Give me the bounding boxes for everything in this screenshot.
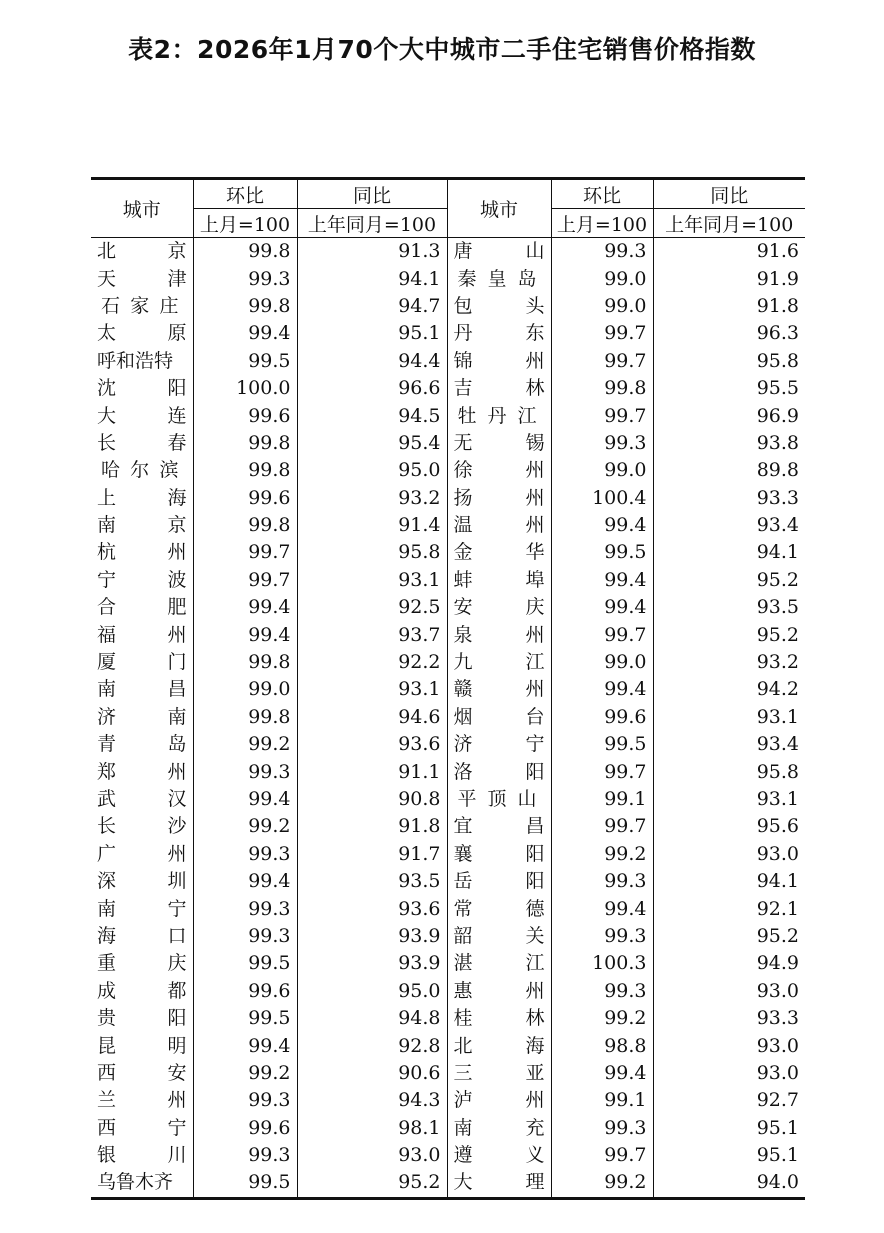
left-city-cell: 重庆 — [91, 950, 193, 977]
right-yoy-cell: 95.1 — [756, 1144, 799, 1167]
left-mom-cell: 99.2 — [193, 1060, 297, 1087]
left-city-cell: 沈阳 — [91, 375, 193, 402]
right-city-cell: 南充 — [447, 1115, 551, 1142]
right-mom-cell: 99.1 — [551, 1087, 653, 1114]
left-city-cell: 南京 — [91, 512, 193, 539]
left-mom-cell: 99.5 — [193, 1169, 297, 1198]
right-city-cell: 唐山 — [447, 238, 551, 266]
right-city-cell: 赣州 — [447, 676, 551, 703]
city-header-left: 城市 — [91, 179, 193, 238]
left-city-cell: 成都 — [91, 978, 193, 1005]
table-row — [91, 731, 805, 758]
right-yoy-cell: 93.0 — [756, 1034, 799, 1057]
left-city-cell: 呼和浩特 — [91, 348, 193, 375]
left-mom-cell: 99.8 — [193, 512, 297, 539]
right-mom-cell: 99.7 — [551, 1142, 653, 1169]
right-yoy-cell: 93.0 — [756, 1061, 799, 1084]
right-yoy-cell: 94.1 — [756, 541, 799, 564]
left-mom-cell: 99.3 — [193, 758, 297, 785]
right-city-cell: 吉林 — [447, 375, 551, 402]
right-yoy-cell: 93.2 — [756, 651, 799, 674]
right-city-cell: 安庆 — [447, 594, 551, 621]
left-yoy-cell: 94.3 — [297, 1087, 447, 1114]
left-mom-cell: 99.8 — [193, 293, 297, 320]
page-title: 表2：2026年1月70个大中城市二手住宅销售价格指数 — [128, 35, 756, 64]
right-city-cell: 金华 — [447, 539, 551, 566]
right-mom-cell: 99.0 — [551, 265, 653, 292]
right-yoy-cell: 93.8 — [756, 431, 799, 454]
right-yoy-cell: 93.0 — [756, 842, 799, 865]
left-city-cell: 昆明 — [91, 1032, 193, 1059]
right-yoy-cell: 94.2 — [756, 678, 799, 701]
right-mom-cell: 99.6 — [551, 704, 653, 731]
left-yoy-cell: 90.8 — [297, 786, 447, 813]
left-mom-cell: 99.8 — [193, 704, 297, 731]
left-mom-cell: 100.0 — [193, 375, 297, 402]
table-row — [91, 457, 805, 484]
left-mom-cell: 99.3 — [193, 895, 297, 922]
right-mom-cell: 99.3 — [551, 868, 653, 895]
left-yoy-cell: 94.6 — [297, 704, 447, 731]
table-row — [91, 1060, 805, 1087]
right-yoy-cell: 91.6 — [756, 240, 799, 263]
right-yoy-cell: 93.1 — [756, 788, 799, 810]
yoy-header-left: 同比 — [297, 179, 447, 209]
left-mom-cell: 99.8 — [193, 430, 297, 457]
right-city-cell: 平顶山 — [447, 786, 551, 813]
right-yoy-cell: 95.2 — [756, 568, 799, 591]
right-city-cell: 常德 — [447, 895, 551, 922]
right-city-cell: 岳阳 — [447, 868, 551, 895]
right-yoy-cell: 95.8 — [756, 349, 799, 372]
right-city-cell: 徐州 — [447, 457, 551, 484]
left-yoy-cell: 95.2 — [297, 1169, 447, 1198]
yoy-base-right: 上年同月=100 — [653, 209, 805, 238]
left-yoy-cell: 93.6 — [297, 731, 447, 758]
right-mom-cell: 99.7 — [551, 402, 653, 429]
left-yoy-cell: 95.0 — [297, 978, 447, 1005]
table-row — [91, 923, 805, 950]
right-city-cell: 三亚 — [447, 1060, 551, 1087]
right-mom-cell: 99.1 — [551, 786, 653, 813]
left-yoy-cell: 91.4 — [297, 512, 447, 539]
left-city-cell: 天津 — [91, 265, 193, 292]
left-city-cell: 广州 — [91, 841, 193, 868]
table-row — [91, 1087, 805, 1114]
right-city-cell: 扬州 — [447, 485, 551, 512]
right-mom-cell: 99.3 — [551, 923, 653, 950]
table-row — [91, 539, 805, 566]
table-row — [91, 841, 805, 868]
right-mom-cell: 100.4 — [551, 485, 653, 512]
left-yoy-cell: 98.1 — [297, 1115, 447, 1142]
left-city-cell: 合肥 — [91, 594, 193, 621]
right-yoy-cell: 93.0 — [756, 979, 799, 1002]
left-yoy-cell: 94.8 — [297, 1005, 447, 1032]
mom-base-left: 上月=100 — [193, 209, 297, 238]
left-city-cell: 青岛 — [91, 731, 193, 758]
right-city-cell: 韶关 — [447, 923, 551, 950]
right-yoy-cell: 93.4 — [756, 514, 799, 537]
left-city-cell: 杭州 — [91, 539, 193, 566]
right-city-cell: 惠州 — [447, 978, 551, 1005]
table-row — [91, 895, 805, 922]
left-mom-cell: 99.6 — [193, 978, 297, 1005]
left-city-cell: 南昌 — [91, 676, 193, 703]
right-mom-cell: 99.4 — [551, 594, 653, 621]
left-yoy-cell: 95.1 — [297, 320, 447, 347]
left-mom-cell: 99.8 — [193, 238, 297, 266]
right-city-cell: 洛阳 — [447, 758, 551, 785]
left-mom-cell: 99.4 — [193, 594, 297, 621]
left-city-cell: 贵阳 — [91, 1005, 193, 1032]
yoy-header-right: 同比 — [653, 179, 805, 209]
left-city-cell: 郑州 — [91, 758, 193, 785]
right-city-cell: 大理 — [447, 1169, 551, 1198]
left-city-cell: 武汉 — [91, 786, 193, 813]
table-row — [91, 813, 805, 840]
left-mom-cell: 99.3 — [193, 265, 297, 292]
table-row — [91, 1115, 805, 1142]
right-mom-cell: 99.2 — [551, 841, 653, 868]
left-city-cell: 西安 — [91, 1060, 193, 1087]
right-mom-cell: 99.4 — [551, 676, 653, 703]
left-yoy-cell: 96.6 — [297, 375, 447, 402]
left-city-cell: 深圳 — [91, 868, 193, 895]
right-mom-cell: 99.0 — [551, 457, 653, 484]
left-city-cell: 乌鲁木齐 — [91, 1169, 193, 1198]
left-mom-cell: 99.6 — [193, 1115, 297, 1142]
right-yoy-cell: 91.9 — [756, 267, 799, 290]
right-city-cell: 牡丹江 — [447, 402, 551, 429]
right-mom-cell: 99.4 — [551, 512, 653, 539]
left-mom-cell: 99.3 — [193, 923, 297, 950]
table-row — [91, 1169, 805, 1198]
left-mom-cell: 99.4 — [193, 1032, 297, 1059]
left-yoy-cell: 93.5 — [297, 868, 447, 895]
right-yoy-cell: 91.8 — [756, 294, 799, 317]
left-city-cell: 哈尔滨 — [91, 457, 193, 484]
right-city-cell: 九江 — [447, 649, 551, 676]
left-mom-cell: 99.3 — [193, 1087, 297, 1114]
right-mom-cell: 99.7 — [551, 813, 653, 840]
left-city-cell: 石家庄 — [91, 293, 193, 320]
right-mom-cell: 99.7 — [551, 758, 653, 785]
left-mom-cell: 99.4 — [193, 868, 297, 895]
left-mom-cell: 99.7 — [193, 567, 297, 594]
right-mom-cell: 99.0 — [551, 649, 653, 676]
table-row — [91, 649, 805, 676]
left-mom-cell: 99.4 — [193, 621, 297, 648]
left-yoy-cell: 95.4 — [297, 430, 447, 457]
right-mom-cell: 99.3 — [551, 978, 653, 1005]
left-mom-cell: 99.3 — [193, 841, 297, 868]
left-yoy-cell: 91.1 — [297, 758, 447, 785]
right-yoy-cell: 95.6 — [756, 815, 799, 838]
right-city-cell: 北海 — [447, 1032, 551, 1059]
right-mom-cell: 99.7 — [551, 621, 653, 648]
left-city-cell: 福州 — [91, 621, 193, 648]
left-yoy-cell: 95.8 — [297, 539, 447, 566]
right-city-cell: 泸州 — [447, 1087, 551, 1114]
right-city-cell: 宜昌 — [447, 813, 551, 840]
right-mom-cell: 99.8 — [551, 375, 653, 402]
right-city-cell: 遵义 — [447, 1142, 551, 1169]
table-row — [91, 1032, 805, 1059]
left-mom-cell: 99.2 — [193, 813, 297, 840]
right-yoy-cell: 95.2 — [756, 924, 799, 947]
left-mom-cell: 99.6 — [193, 485, 297, 512]
table-row — [91, 868, 805, 895]
table-row — [91, 238, 805, 266]
left-yoy-cell: 91.8 — [297, 813, 447, 840]
table-row — [91, 786, 805, 813]
right-mom-cell: 99.4 — [551, 1060, 653, 1087]
left-mom-cell: 99.8 — [193, 649, 297, 676]
table-row — [91, 1005, 805, 1032]
right-city-cell: 包头 — [447, 293, 551, 320]
left-city-cell: 大连 — [91, 402, 193, 429]
left-yoy-cell: 93.2 — [297, 485, 447, 512]
city-header-right: 城市 — [447, 179, 551, 238]
left-mom-cell: 99.8 — [193, 457, 297, 484]
left-yoy-cell: 93.0 — [297, 1142, 447, 1169]
left-yoy-cell: 92.2 — [297, 649, 447, 676]
left-yoy-cell: 92.8 — [297, 1032, 447, 1059]
right-yoy-cell: 95.5 — [756, 377, 799, 400]
table-row — [91, 621, 805, 648]
table-row — [91, 950, 805, 977]
left-yoy-cell: 90.6 — [297, 1060, 447, 1087]
right-city-cell: 济宁 — [447, 731, 551, 758]
left-mom-cell: 99.5 — [193, 348, 297, 375]
right-city-cell: 湛江 — [447, 950, 551, 977]
left-city-cell: 济南 — [91, 704, 193, 731]
left-yoy-cell: 92.5 — [297, 594, 447, 621]
left-yoy-cell: 91.7 — [297, 841, 447, 868]
left-yoy-cell: 93.1 — [297, 567, 447, 594]
left-mom-cell: 99.7 — [193, 539, 297, 566]
right-mom-cell: 99.5 — [551, 731, 653, 758]
left-mom-cell: 99.2 — [193, 731, 297, 758]
left-city-cell: 兰州 — [91, 1087, 193, 1114]
right-mom-cell: 99.0 — [551, 293, 653, 320]
left-city-cell: 宁波 — [91, 567, 193, 594]
mom-header-left: 环比 — [193, 179, 297, 209]
table-row — [91, 348, 805, 375]
left-city-cell: 长沙 — [91, 813, 193, 840]
left-mom-cell: 99.5 — [193, 950, 297, 977]
right-city-cell: 桂林 — [447, 1005, 551, 1032]
right-city-cell: 无锡 — [447, 430, 551, 457]
left-mom-cell: 99.4 — [193, 320, 297, 347]
right-yoy-cell: 93.4 — [756, 733, 799, 756]
yoy-base-left: 上年同月=100 — [297, 209, 447, 238]
right-mom-cell: 99.4 — [551, 567, 653, 594]
right-mom-cell: 99.5 — [551, 539, 653, 566]
right-mom-cell: 98.8 — [551, 1032, 653, 1059]
right-yoy-cell: 94.1 — [756, 870, 799, 893]
right-yoy-cell: 92.1 — [756, 897, 799, 920]
table-row — [91, 293, 805, 320]
left-yoy-cell: 94.1 — [297, 265, 447, 292]
table-body — [91, 238, 805, 1199]
right-mom-cell: 99.2 — [551, 1169, 653, 1198]
left-yoy-cell: 93.6 — [297, 895, 447, 922]
mom-header-right: 环比 — [551, 179, 653, 209]
left-city-cell: 南宁 — [91, 895, 193, 922]
left-city-cell: 西宁 — [91, 1115, 193, 1142]
right-yoy-cell: 95.8 — [756, 760, 799, 783]
left-city-cell: 北京 — [91, 238, 193, 266]
right-yoy-cell: 94.9 — [756, 952, 799, 975]
right-mom-cell: 99.3 — [551, 430, 653, 457]
table-row — [91, 594, 805, 621]
left-yoy-cell: 93.7 — [297, 621, 447, 648]
table-row — [91, 402, 805, 429]
left-mom-cell: 99.6 — [193, 402, 297, 429]
left-yoy-cell: 94.7 — [297, 293, 447, 320]
left-city-cell: 长春 — [91, 430, 193, 457]
right-mom-cell: 99.3 — [551, 238, 653, 266]
right-yoy-cell: 93.5 — [756, 596, 799, 619]
price-index-table — [91, 177, 805, 1200]
right-city-cell: 温州 — [447, 512, 551, 539]
right-mom-cell: 99.7 — [551, 348, 653, 375]
left-yoy-cell: 94.4 — [297, 348, 447, 375]
left-city-cell: 太原 — [91, 320, 193, 347]
right-mom-cell: 99.7 — [551, 320, 653, 347]
left-mom-cell: 99.0 — [193, 676, 297, 703]
right-city-cell: 泉州 — [447, 621, 551, 648]
table-row — [91, 430, 805, 457]
right-mom-cell: 100.3 — [551, 950, 653, 977]
left-city-cell: 银川 — [91, 1142, 193, 1169]
table-row — [91, 758, 805, 785]
right-city-cell: 烟台 — [447, 704, 551, 731]
right-mom-cell: 99.4 — [551, 895, 653, 922]
right-yoy-cell: 92.7 — [756, 1089, 799, 1112]
table-row — [91, 485, 805, 512]
right-city-cell: 锦州 — [447, 348, 551, 375]
right-city-cell: 蚌埠 — [447, 567, 551, 594]
left-yoy-cell: 93.1 — [297, 676, 447, 703]
left-yoy-cell: 94.5 — [297, 402, 447, 429]
left-city-cell: 海口 — [91, 923, 193, 950]
right-mom-cell: 99.2 — [551, 1005, 653, 1032]
table-row — [91, 978, 805, 1005]
left-city-cell: 上海 — [91, 485, 193, 512]
left-yoy-cell: 93.9 — [297, 950, 447, 977]
right-yoy-cell: 93.3 — [756, 1007, 799, 1030]
right-city-cell: 丹东 — [447, 320, 551, 347]
right-yoy-cell: 96.9 — [756, 404, 799, 427]
left-yoy-cell: 91.3 — [297, 238, 447, 266]
right-mom-cell: 99.3 — [551, 1115, 653, 1142]
left-yoy-cell: 93.9 — [297, 923, 447, 950]
table-row — [91, 1142, 805, 1169]
right-yoy-cell: 95.2 — [756, 623, 799, 646]
right-yoy-cell: 95.1 — [756, 1116, 799, 1139]
table-row — [91, 320, 805, 347]
table-row — [91, 265, 805, 292]
right-city-cell: 秦皇岛 — [447, 265, 551, 292]
left-city-cell: 厦门 — [91, 649, 193, 676]
mom-base-right: 上月=100 — [551, 209, 653, 238]
table-row — [91, 375, 805, 402]
right-yoy-cell: 89.8 — [756, 459, 799, 482]
left-mom-cell: 99.4 — [193, 786, 297, 813]
table-row — [91, 704, 805, 731]
right-yoy-cell: 93.1 — [756, 705, 799, 728]
right-yoy-cell: 94.0 — [756, 1171, 799, 1194]
left-mom-cell: 99.3 — [193, 1142, 297, 1169]
table-row — [91, 512, 805, 539]
right-city-cell: 襄阳 — [447, 841, 551, 868]
right-yoy-cell: 93.3 — [756, 486, 799, 509]
table-row — [91, 676, 805, 703]
table-row — [91, 567, 805, 594]
right-yoy-cell: 96.3 — [756, 322, 799, 345]
left-yoy-cell: 95.0 — [297, 457, 447, 484]
left-mom-cell: 99.5 — [193, 1005, 297, 1032]
